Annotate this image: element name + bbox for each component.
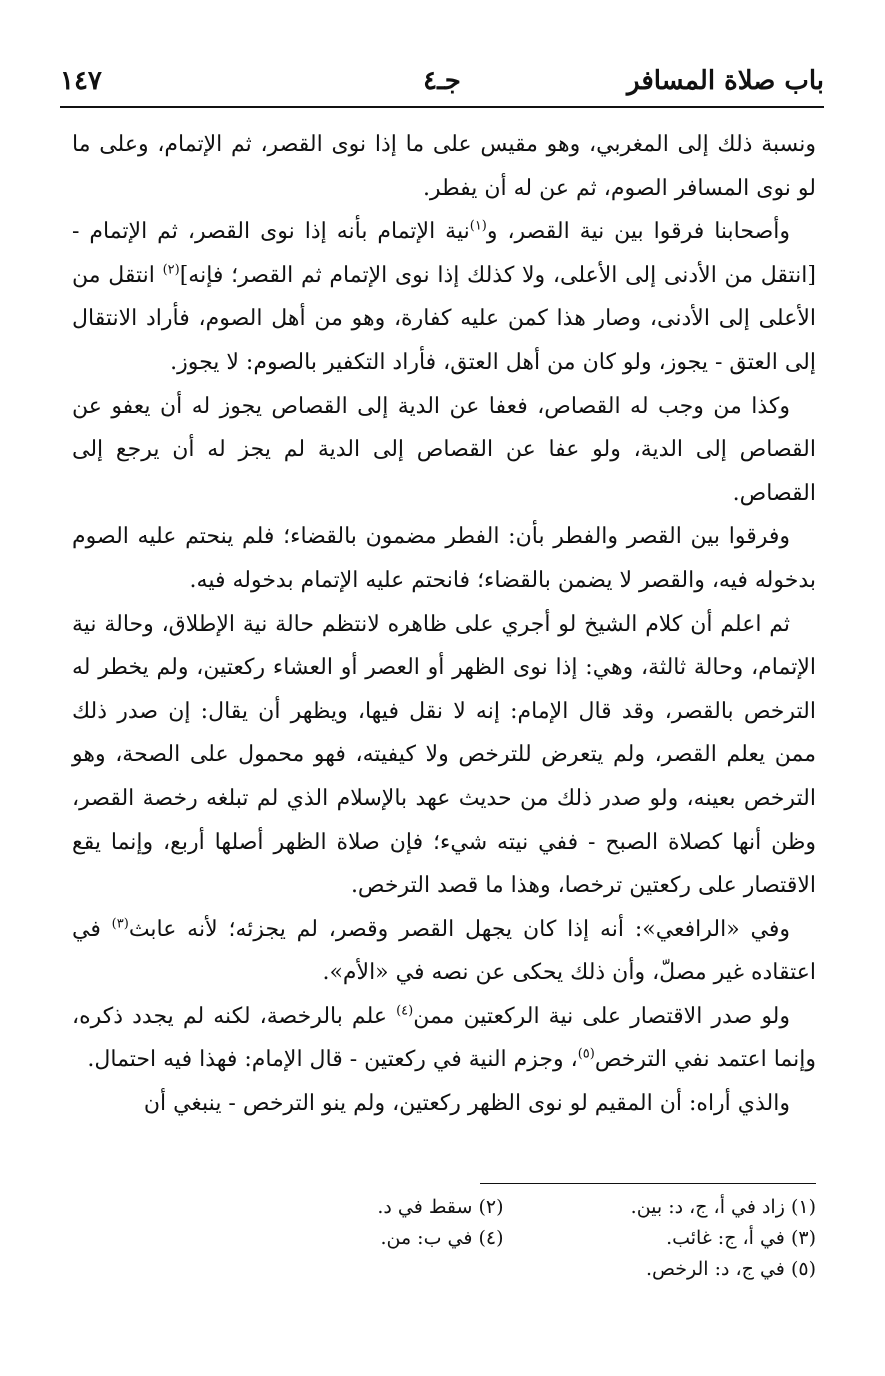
text-run: علم بالرخصة، لكنه لم يجدد ذكره، وإنما اعتمد نفي الترخص <box>72 1003 816 1073</box>
text-run: وفرقوا بين القصر والفطر بأن: الفطر مضمون بالقضاء؛ فلم ينحتم عليه الصوم بدخوله فيه، والقصر لا يضمن بالقضاء؛ فانحتم عليه الإتمام بدخوله فيه. <box>72 524 816 593</box>
volume-number: جـ٤ <box>423 66 461 96</box>
paragraph <box>72 995 816 1082</box>
paragraph <box>72 1082 816 1126</box>
footnote-row <box>72 1254 816 1285</box>
footnote-ref: (٥) <box>577 1047 595 1063</box>
paragraph <box>72 603 816 908</box>
footnote-ref: (١) <box>469 218 487 234</box>
text-run: في اعتقاده غير مصلّ، وأن ذلك يحكى عن نصه في «الأم». <box>72 916 816 986</box>
running-header <box>60 62 824 106</box>
paragraph <box>72 210 816 384</box>
paragraph <box>72 515 816 602</box>
text-run: انتقل من الأعلى إلى الأدنى، وصار هذا كمن عليه كفارة، وهو من أهل الصوم، فأراد الانتقال إلى العتق - يجوز، ولو كان من أهل العتق، فأراد التكفير بالصوم: لا يجوز. <box>72 262 817 375</box>
footnote-ref: (٤) <box>396 1003 414 1019</box>
text-run: ولو صدر الاقتصار على نية الركعتين ممن <box>413 1003 791 1029</box>
footnote-row <box>72 1192 816 1223</box>
footnote-ref: (٢) <box>162 262 180 278</box>
text-run: وكذا من وجب له القصاص، فعفا عن الدية إلى القصاص يجوز له أن يعفو عن القصاص إلى الدية، ولو عفا عن القصاص إلى الدية لم يجز له أن يرجع إلى القصاص. <box>72 393 816 506</box>
footnotes <box>72 1192 816 1285</box>
text-run: ونسبة ذلك إلى المغربي، وهو مقيس على ما إذا نوى القصر، ثم الإتمام، وعلى ما لو نوى المسافر الصوم، ثم عن له أن يفطر. <box>72 132 816 201</box>
footnote-row <box>72 1223 816 1254</box>
footnote-ref: (٣) <box>111 916 129 932</box>
text-run: وفي «الرافعي»: أنه إذا كان يجهل القصر وقصر، لم يجزئه؛ لأنه عابث <box>128 916 790 942</box>
footnote-4: (٤) في ب: من. <box>380 1227 504 1249</box>
chapter-title: باب صلاة المسافر <box>626 66 824 96</box>
text-run: وأصحابنا فرقوا بين نية القصر، و <box>486 219 790 245</box>
paragraph <box>72 123 816 210</box>
paragraph <box>72 385 816 516</box>
footnote-5: (٥) في ج، د: الرخص. <box>645 1258 816 1280</box>
header-rule <box>60 106 824 108</box>
text-run: والذي أراه: أن المقيم لو نوى الظهر ركعتين، ولم ينو الترخص - ينبغي أن <box>143 1091 790 1117</box>
footnote-2: (٢) سقط في د. <box>377 1196 504 1218</box>
footnote-separator <box>480 1183 816 1184</box>
text-run: ثم اعلم أن كلام الشيخ لو أجري على ظاهره لانتظم حالة نية الإطلاق، وحالة نية الإتمام، وحالة ثالثة، وهي: إذا نوى الظهر أو العصر أو العشاء ركعتين، ولم يخطر له الترخص بالقصر، وقد قال الإمام: إنه لا نقل فيها، ويظهر أن يقال: إن صدر ذلك ممن يعلم القصر، ولم يتعرض للترخص ولا كيفيته، فهو محمول على الصحة، وهو الترخص بعينه، ولو صدر ذلك من حديث عهد بالإسلام الذي لم تبلغه رخصة القصر، وظن أنها كصلاة الصبح - ففي نيته شيء؛ فإن صلاة الظهر أصلها أربع، وإنما يقع الاقتصار على ركعتين ترخصا، وهذا ما قصد الترخص. <box>72 611 816 899</box>
footnote-1: (١) زاد في أ، ج، د: بين. <box>630 1196 816 1218</box>
footnote-3: (٣) في أ، ج: غائب. <box>666 1227 816 1249</box>
paragraph <box>72 908 816 995</box>
text-run: ، وجزم النية في ركعتين - قال الإمام: فهذا فيه احتمال. <box>87 1047 578 1073</box>
text-run: نية الإتمام بأنه إذا نوى القصر، ثم الإتمام - [انتقل من الأدنى إلى الأعلى، ولا كذلك إذا نوى الإتمام ثم القصر؛ فإنه] <box>72 219 816 288</box>
main-text <box>72 123 816 1126</box>
page-number: ١٤٧ <box>60 66 102 96</box>
